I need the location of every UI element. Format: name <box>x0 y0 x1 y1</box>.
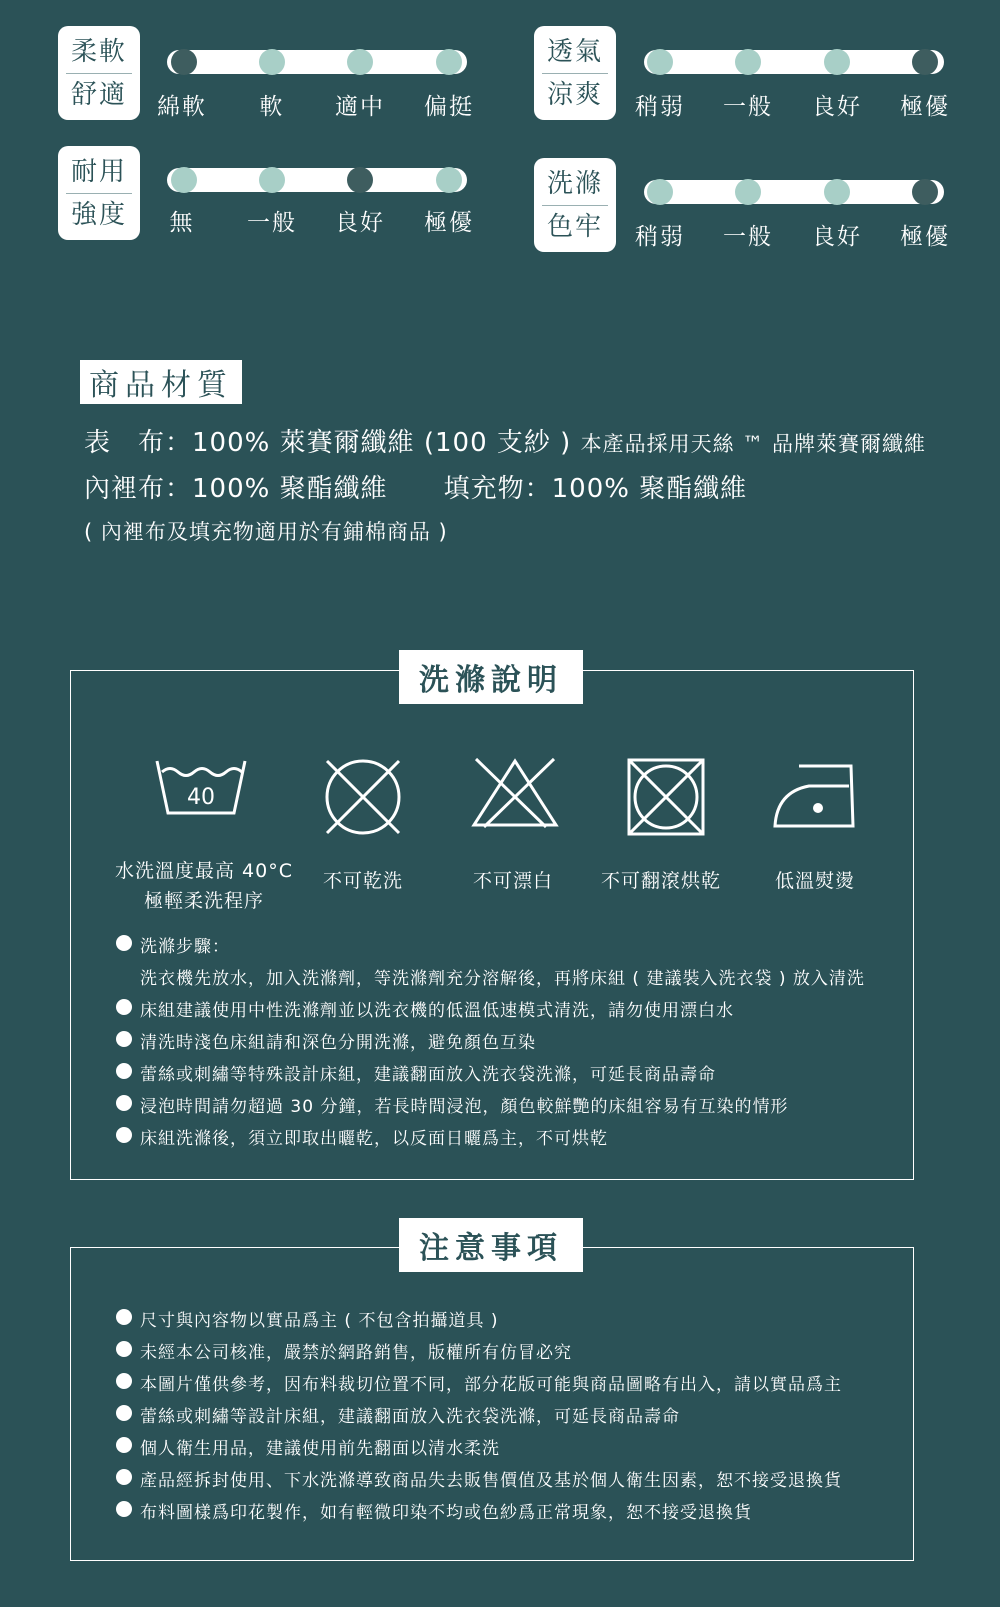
list-item-text: 布料圖樣爲印花製作，如有輕微印染不均或色紗爲正常現象，恕不接受退換貨 <box>140 1503 752 1523</box>
list-item-text: 未經本公司核准，嚴禁於網路銷售，版權所有仿冒必究 <box>140 1343 572 1363</box>
gauge-dot <box>436 167 462 193</box>
gauge-label: 極優 <box>424 210 474 236</box>
bullet-icon <box>116 1501 132 1517</box>
gauge-softness <box>58 26 478 126</box>
list-item-text: 個人衛生用品，建議使用前先翻面以清水柔洗 <box>140 1439 500 1459</box>
gauge-tag-line2: 強度 <box>70 199 127 230</box>
gauge-tag-line1: 透氣 <box>546 36 603 67</box>
bullet-icon <box>116 1095 132 1111</box>
gauge-dot <box>171 49 197 75</box>
gauge-tag-line2: 色牢 <box>546 211 603 242</box>
list-item <box>118 1370 842 1395</box>
bullet-icon <box>116 1437 132 1453</box>
gauge-breathability <box>534 26 954 126</box>
gauge-dot <box>912 49 938 75</box>
gauge-label: 一般 <box>247 210 297 236</box>
gauge-label: 稍弱 <box>635 224 685 250</box>
gauge-label: 一般 <box>723 94 773 120</box>
tub-temperature: 40 <box>187 785 215 810</box>
gauge-dot <box>647 49 673 75</box>
gauge-dot <box>171 167 197 193</box>
gauge-tag-line2: 舒適 <box>70 79 127 110</box>
gauge-dot <box>259 167 285 193</box>
gauge-dot <box>912 179 938 205</box>
gauge-label: 良好 <box>335 210 385 236</box>
gauge-tag <box>534 158 616 252</box>
list-item <box>118 996 734 1021</box>
list-item-text: 床組洗滌後，須立即取出曬乾，以反面日曬爲主，不可烘乾 <box>140 1129 608 1149</box>
list-item-text: 蕾絲或刺繡等特殊設計床組，建議翻面放入洗衣袋洗滌，可延長商品壽命 <box>140 1065 716 1085</box>
list-item <box>118 932 230 957</box>
list-item <box>118 1092 788 1117</box>
bullet-icon <box>116 1373 132 1389</box>
gauge-tag-line1: 洗滌 <box>546 168 603 199</box>
gauge-label: 適中 <box>335 94 385 120</box>
iron-low-icon <box>771 762 857 830</box>
wash-gentle-caption: 極輕柔洗程序 <box>143 890 264 912</box>
gauge-label: 軟 <box>259 94 285 120</box>
gauge-durability <box>58 146 478 246</box>
material-value: 100% 聚酯纖維 <box>551 474 748 504</box>
gauge-tag-line1: 耐用 <box>70 156 127 187</box>
gauge-tag <box>58 146 140 240</box>
gauge-label: 綿軟 <box>157 94 207 120</box>
gauge-track <box>167 168 467 192</box>
gauge-dot <box>735 49 761 75</box>
list-item <box>118 1124 608 1149</box>
bullet-icon <box>116 1063 132 1079</box>
bullet-icon <box>116 1031 132 1047</box>
iron-low-caption: 低溫熨燙 <box>774 870 855 892</box>
bullet-icon <box>116 999 132 1015</box>
material-line-3 <box>84 516 448 546</box>
list-item <box>118 1028 536 1053</box>
divider <box>66 193 132 194</box>
material-title: 商品材質 <box>80 360 242 404</box>
material-line-1 <box>84 422 926 459</box>
gauge-dot <box>259 49 285 75</box>
divider <box>66 73 132 74</box>
bullet-icon <box>116 1405 132 1421</box>
gauge-label: 一般 <box>723 224 773 250</box>
gauge-label: 無 <box>169 210 195 236</box>
bullet-icon <box>116 1469 132 1485</box>
material-footnote: ( 內裡布及填充物適用於有鋪棉商品 ) <box>84 520 448 544</box>
list-item-text: 本圖片僅供參考，因布料裁切位置不同，部分花版可能與商品圖略有出入，請以實品爲主 <box>140 1375 842 1395</box>
list-item <box>118 1466 842 1491</box>
list-item-text: 產品經拆封使用、下水洗滌導致商品失去販售價值及基於個人衛生因素，恕不接受退換貨 <box>140 1471 842 1491</box>
gauge-tag-line2: 涼爽 <box>546 79 603 110</box>
list-item <box>118 1402 680 1427</box>
gauge-track <box>644 50 944 74</box>
list-item-text: 蕾絲或刺繡等設計床組，建議翻面放入洗衣袋洗滌，可延長商品壽命 <box>140 1407 680 1427</box>
list-item <box>118 1498 752 1523</box>
wash-tub-icon <box>154 758 248 816</box>
no-dry-clean-caption: 不可乾洗 <box>322 870 403 892</box>
gauge-label: 極優 <box>900 224 950 250</box>
steps-text: 洗衣機先放水，加入洗滌劑，等洗滌劑充分溶解後，再將床組 ( 建議裝入洗衣袋 ) 放入清洗 <box>140 969 865 989</box>
no-bleach-caption: 不可漂白 <box>472 870 553 892</box>
list-item <box>118 1060 716 1085</box>
gauge-label: 良好 <box>812 94 862 120</box>
wash-title: 洗滌說明 <box>399 650 583 704</box>
gauge-dot <box>347 167 373 193</box>
gauge-dot <box>436 49 462 75</box>
no-tumble-dry-caption: 不可翻滾烘乾 <box>600 870 721 892</box>
list-item <box>118 1306 498 1331</box>
material-label: 表 布： <box>84 428 193 458</box>
gauge-track <box>167 50 467 74</box>
divider <box>542 73 608 74</box>
gauge-colorfastness <box>534 158 954 258</box>
gauge-tag <box>534 26 616 120</box>
material-note: 本產品採用天絲 ™ 品牌萊賽爾纖維 <box>580 432 926 456</box>
no-dry-clean-icon <box>323 757 403 837</box>
list-item-text: 浸泡時間請勿超過 30 分鐘，若長時間浸泡，顏色較鮮艷的床組容易有互染的情形 <box>140 1097 789 1117</box>
material-label: 填充物： <box>443 474 552 504</box>
list-item <box>118 1434 500 1459</box>
gauge-dot <box>347 49 373 75</box>
no-tumble-dry-icon <box>626 757 706 837</box>
list-item <box>118 1338 572 1363</box>
bullet-icon <box>116 935 132 951</box>
gauge-dot <box>647 179 673 205</box>
gauge-dot <box>824 179 850 205</box>
gauge-label: 良好 <box>812 224 862 250</box>
gauge-track <box>644 180 944 204</box>
bullet-icon <box>116 1341 132 1357</box>
gauge-tag <box>58 26 140 120</box>
divider <box>542 205 608 206</box>
gauge-label: 偏挺 <box>424 94 474 120</box>
material-label: 內裡布： <box>84 474 193 504</box>
material-line-2 <box>84 468 747 505</box>
list-item-text: 尺寸與內容物以實品爲主 ( 不包含拍攝道具 ) <box>140 1311 499 1331</box>
gauge-dot <box>824 49 850 75</box>
list-item-text: 床組建議使用中性洗滌劑並以洗衣機的低溫低速模式清洗，請勿使用漂白水 <box>140 1001 734 1021</box>
no-bleach-icon <box>470 757 560 829</box>
gauge-tag-line1: 柔軟 <box>70 36 127 67</box>
steps-label: 洗滌步驟： <box>140 937 230 957</box>
material-value: 100% 聚酯纖維 <box>192 474 388 504</box>
wash-temp-caption: 水洗溫度最高 40°C <box>115 860 293 882</box>
notice-title: 注意事項 <box>399 1218 583 1272</box>
bullet-icon <box>116 1127 132 1143</box>
material-value: 100% 萊賽爾纖維 (100 支紗 ) <box>192 428 572 458</box>
gauge-label: 稍弱 <box>635 94 685 120</box>
gauge-label: 極優 <box>900 94 950 120</box>
list-item-text: 清洗時淺色床組請和深色分開洗滌，避免顏色互染 <box>140 1033 536 1053</box>
gauge-dot <box>735 179 761 205</box>
bullet-icon <box>116 1309 132 1325</box>
